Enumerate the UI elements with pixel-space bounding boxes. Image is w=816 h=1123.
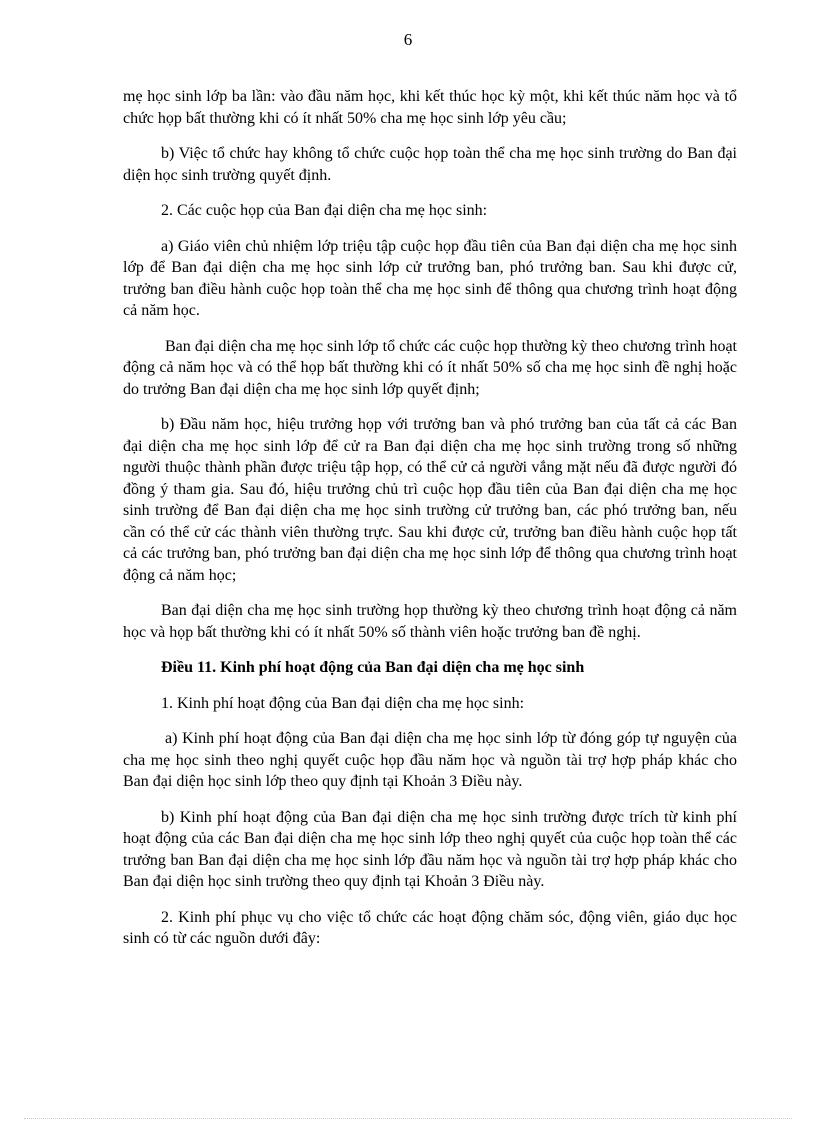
paragraph: a) Giáo viên chủ nhiệm lớp triệu tập cuộc họp đầu tiên của Ban đại diện cha mẹ học sinh lớp để Ban đại diện cha mẹ học sinh lớp cử trưởng ban, phó trưởng ban. Sau khi được cử, trưởng ban điều hành cuộc họp toàn thể cha mẹ học sinh để thông qua chương trình hoạt động cả năm học.: [123, 237, 737, 319]
paragraph: 2. Các cuộc họp của Ban đại diện cha mẹ học sinh:: [161, 202, 488, 219]
paragraph: 2. Kinh phí phục vụ cho việc tổ chức các hoạt động chăm sóc, động viên, giáo dục học sinh có từ các nguồn dưới đây:: [123, 908, 737, 947]
paragraph: mẹ học sinh lớp ba lần: vào đầu năm học, khi kết thúc học kỳ một, khi kết thúc năm học và tổ chức họp bất thường khi có ít nhất 50% cha mẹ học sinh lớp yêu cầu;: [123, 88, 737, 127]
paragraph: 1. Kinh phí hoạt động của Ban đại diện cha mẹ học sinh:: [161, 694, 525, 712]
paragraph: a) Kinh phí hoạt động của Ban đại diện cha mẹ học sinh lớp từ đóng góp tự nguyện của cha mẹ học sinh theo nghị quyết cuộc họp đầu năm học và nguồn tài trợ hợp pháp khác cho Ban đại diện học sinh lớp theo quy định tại Khoản 3 Điều này.: [123, 730, 737, 790]
paragraph: Ban đại diện cha mẹ học sinh trường họp thường kỳ theo chương trình hoạt động cả năm học và họp bất thường khi có ít nhất 50% số thành viên hoặc trưởng ban đề nghị.: [123, 602, 737, 641]
document-body: [123, 86, 737, 964]
paragraph: Ban đại diện cha mẹ học sinh lớp tổ chức các cuộc họp thường kỳ theo chương trình hoạt động cả năm học và có thể họp bất thường khi có ít nhất 50% số cha mẹ học sinh đề nghị hoặc do trưởng Ban đại diện cha mẹ học sinh lớp quyết định;: [123, 337, 737, 398]
paragraph: b) Đầu năm học, hiệu trưởng họp với trưởng ban và phó trưởng ban của tất cả các Ban đại diện cha mẹ học sinh lớp để cử ra Ban đại diện cha mẹ học sinh trường trong số những người thuộc thành phần được triệu tập họp, có thể cử cả người vắng mặt nếu đã được người đó đồng ý tham gia. Sau đó, hiệu trưởng chủ trì cuộc họp đầu tiên của Ban đại diện cha mẹ học sinh trường để Ban đại diện cha mẹ học sinh trường cử trưởng ban, các phó trưởng ban, nếu cần có thể cử các thành viên thường trực. Sau khi được cử, trưởng ban điều hành cuộc họp tất cả các trưởng ban, phó trưởng ban đại diện cha mẹ học sinh lớp để thông qua chương trình hoạt động cả năm học;: [123, 416, 737, 584]
footer-divider: [24, 1118, 792, 1119]
paragraph: b) Kinh phí hoạt động của Ban đại diện cha mẹ học sinh trường được trích từ kinh phí hoạt động của các Ban đại diện cha mẹ học sinh lớp theo nghị quyết của cuộc họp toàn thể các trưởng ban Ban đại diện cha mẹ học sinh lớp đầu năm học và nguồn tài trợ hợp pháp khác cho Ban đại diện học sinh trường theo quy định tại Khoản 3 Điều này.: [123, 808, 737, 890]
article-heading: Điều 11. Kinh phí hoạt động của Ban đại diện cha mẹ học sinh: [161, 659, 585, 676]
page-number: 6: [403, 30, 413, 49]
paragraph: b) Việc tổ chức hay không tổ chức cuộc họp toàn thể cha mẹ học sinh trường do Ban đại diện học sinh trường quyết định.: [123, 145, 737, 184]
